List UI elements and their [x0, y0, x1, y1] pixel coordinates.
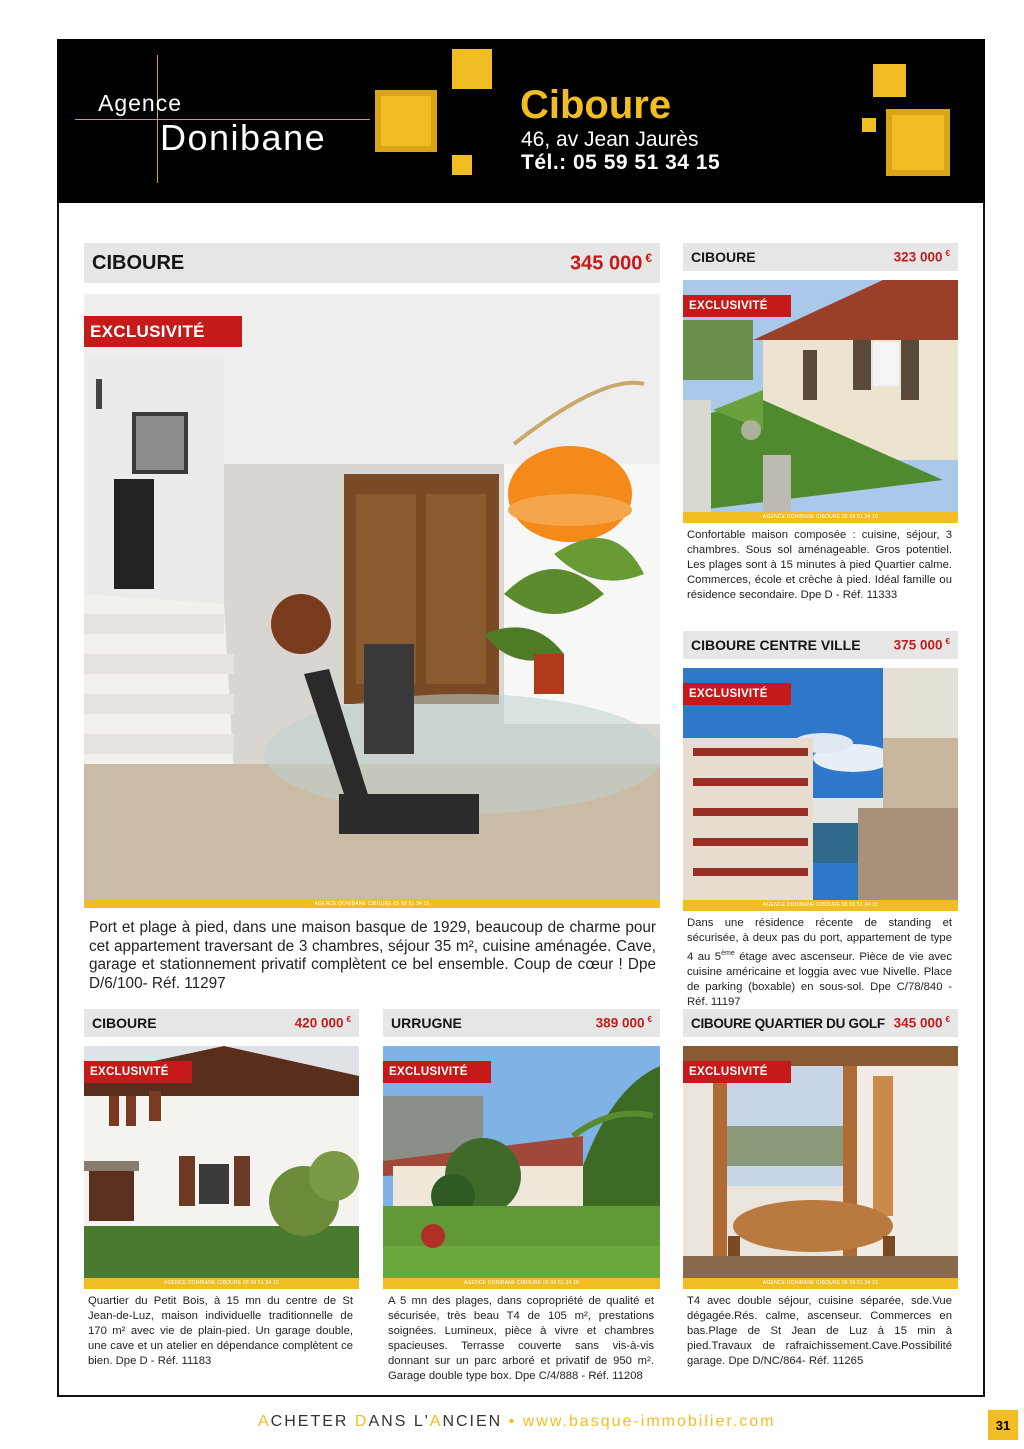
listing-1-titlebar: [84, 243, 660, 283]
listing-2-price: 323 000 €: [893, 249, 950, 265]
listing-3-photo[interactable]: [683, 668, 958, 900]
listing-3-price: 375 000 €: [893, 637, 950, 653]
listing-3-title: CIBOURE CENTRE VILLE: [691, 637, 861, 653]
footer-url[interactable]: www.basque-immobilier.com: [522, 1413, 776, 1430]
listing-3-badge: EXCLUSIVITÉ: [683, 683, 791, 705]
listing-4-photo[interactable]: [84, 1046, 359, 1278]
listing-2-agency-strip: AGENCE DONIBANE CIBOURE 05 59 51 34 15: [683, 512, 958, 523]
listing-1-photo[interactable]: [84, 294, 660, 900]
listing-4-agency-strip: AGENCE DONIBANE CIBOURE 05 59 51 34 15: [84, 1278, 359, 1289]
listing-5-price: 389 000 €: [595, 1015, 652, 1031]
listing-1-price: 345 000 €: [570, 250, 652, 275]
listing-6-agency-strip: AGENCE DONIBANE CIBOURE 05 59 51 34 15: [683, 1278, 958, 1289]
deco-square-1: [873, 64, 906, 97]
listing-2-badge: EXCLUSIVITÉ: [683, 295, 791, 317]
footer-tagline: ACHETER DANS L'ANCIEN • www.basque-immobilier.com: [258, 1413, 776, 1430]
listing-2-photo[interactable]: [683, 280, 958, 512]
listing-6-titlebar: [683, 1009, 958, 1037]
page-number: 31: [988, 1410, 1018, 1440]
logo-donibane-text: Donibane: [160, 117, 327, 158]
listing-4-titlebar: [84, 1009, 359, 1037]
listing-2-title: CIBOURE: [691, 249, 756, 265]
listing-6-photo[interactable]: [683, 1046, 958, 1278]
listing-5-title: URRUGNE: [391, 1015, 462, 1031]
logo-line-vertical: [157, 55, 158, 183]
listing-5-titlebar: [383, 1009, 660, 1037]
agency-city: Ciboure: [520, 83, 672, 127]
listing-4-title: CIBOURE: [92, 1015, 157, 1031]
agency-phone: Tél.: 05 59 51 34 15: [521, 151, 721, 174]
listing-5-description: A 5 mn des plages, dans copropriété de qualité et sécurisée, très beau T4 de 105 m², prestations soignées. Lumineux, pièce à vivre et chambres spacieuses. Terrasse couverte sans vis-à-vis donnant sur un parc arboré et privatif de 950 m². Garage double type box. Dpe C/4/888 - Réf. 11208: [388, 1295, 654, 1382]
agency-address: 46, av Jean Jaurès: [521, 128, 699, 151]
listing-3-agency-strip: AGENCE DONIBANE CIBOURE 05 59 51 34 15: [683, 900, 958, 911]
listing-3-description: Dans une résidence récente de standing et sécurisée, à deux pas du port, appartement de type 4 au 5ème étage avec ascenseur. Pièce de vie avec cuisine américaine et loggia avec vue Nivelle. Place de parking (boxable) en sous-sol. Dpe C/78/840 - Réf. 11197: [687, 917, 952, 1008]
listing-3-titlebar: [683, 631, 958, 659]
listing-5-photo[interactable]: [383, 1046, 660, 1278]
listing-6-price: 345 000 €: [893, 1015, 950, 1031]
logo-square-small: [452, 155, 472, 175]
listing-1-title: CIBOURE: [92, 251, 185, 274]
listing-6-title: CIBOURE QUARTIER DU GOLF: [691, 1015, 885, 1031]
listing-5-badge: EXCLUSIVITÉ: [383, 1061, 491, 1083]
interior-dining-image: [84, 294, 660, 900]
listing-5-agency-strip: AGENCE DONIBANE CIBOURE 05 59 51 34 15: [383, 1278, 660, 1289]
listing-4-description: Quartier du Petit Bois, à 15 mn du centre de St Jean-de-Luz, maison individuelle traditionnelle de 170 m² avec vie de plain-pied. Un garage double, une cave et un atelier en dépendance complètent ce bien. Dpe D - Réf. 11183: [88, 1295, 353, 1367]
listing-1-badge: EXCLUSIVITÉ: [84, 316, 242, 347]
logo-square-large: [375, 90, 437, 152]
listing-4-price: 420 000 €: [294, 1015, 351, 1031]
deco-square-3: [886, 109, 950, 176]
logo-square-medium: [452, 49, 492, 89]
logo-agence-text: Agence: [98, 90, 183, 116]
listing-4-badge: EXCLUSIVITÉ: [84, 1061, 192, 1083]
deco-square-2: [862, 118, 876, 132]
listing-6-description: T4 avec double séjour, cuisine séparée, sde.Vue dégagée.Rés. calme, ascenseur. Commerces en bas.Plage de St Jean de Luz à 15 min à pied.Travaux de rafraichissement.Cave.Possibilité garage. Dpe D/NC/864- Réf. 11265: [687, 1295, 952, 1367]
listing-2-titlebar: [683, 243, 958, 271]
listing-2-description: Confortable maison composée : cuisine, séjour, 3 chambres. Sous sol aménageable. Gros potentiel. Les plages sont à 15 minutes à pied Quartier calme. Commerces, école et crèche à pied. Idéal famille ou résidence secondaire. Dpe D - Réf. 11333: [687, 529, 952, 601]
listing-1-description: Port et plage à pied, dans une maison basque de 1929, beaucoup de charme pour cet appartement traversant de 3 chambres, séjour 35 m², cuisine aménagée. Cave, garage et stationnement privatif complètent ce bel ensemble. Coup de cœur ! Dpe D/6/100- Réf. 11297: [89, 919, 656, 992]
listing-1-agency-strip: AGENCE DONIBANE CIBOURE 05 59 51 34 15: [84, 900, 660, 908]
listing-6-badge: EXCLUSIVITÉ: [683, 1061, 791, 1083]
